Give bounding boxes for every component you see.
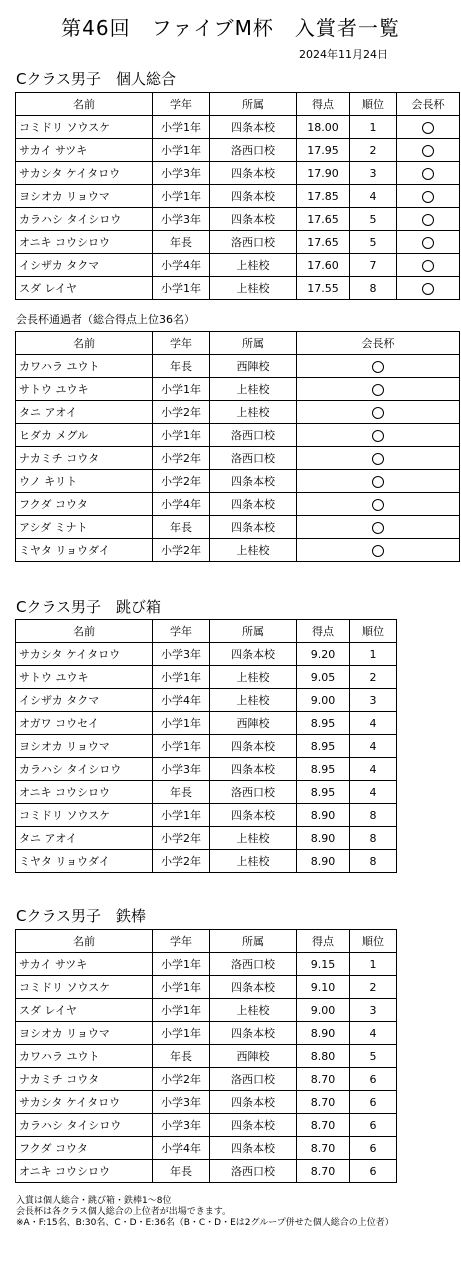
table-cell: 8.90	[297, 804, 350, 827]
circle-icon	[372, 476, 384, 488]
award-mark	[297, 355, 460, 378]
table-cell: 6	[350, 1137, 397, 1160]
table-row	[16, 539, 460, 562]
table-row	[16, 516, 460, 539]
table-cell: 四条本校	[210, 1137, 297, 1160]
table-cell: 上桂校	[210, 689, 297, 712]
column-header: 得点	[297, 620, 350, 643]
table-cell: フクダ コウタ	[16, 1137, 153, 1160]
section-title-overall: Cクラス男子 個人総合	[16, 70, 177, 88]
table-cell: オガワ コウセイ	[16, 712, 153, 735]
table-cell: 洛西口校	[210, 1068, 297, 1091]
column-header: 順位	[350, 93, 397, 116]
section-title-vault: Cクラス男子 跳び箱	[16, 598, 162, 616]
table-cell: 8.90	[297, 1022, 350, 1045]
table-cell: 4	[350, 735, 397, 758]
table-cell: 上桂校	[210, 401, 297, 424]
table-row	[16, 1045, 397, 1068]
table-cell: 17.60	[297, 254, 350, 277]
circle-icon	[372, 361, 384, 373]
table-cell: 17.55	[297, 277, 350, 300]
circle-icon	[372, 545, 384, 557]
table-cell: タニ アオイ	[16, 401, 153, 424]
award-mark	[297, 539, 460, 562]
header-row	[16, 332, 460, 355]
table-row	[16, 781, 397, 804]
table-cell: カラハシ タイシロウ	[16, 1114, 153, 1137]
table-cell: 四条本校	[210, 470, 297, 493]
table-cell: 小学3年	[153, 208, 210, 231]
table-cell: 四条本校	[210, 804, 297, 827]
table-cell: ミヤタ リョウダイ	[16, 850, 153, 873]
circle-icon	[372, 384, 384, 396]
circle-icon	[422, 237, 434, 249]
table-cell: 9.15	[297, 953, 350, 976]
table-row	[16, 116, 460, 139]
table-cell: 上桂校	[210, 850, 297, 873]
table-cell: アシダ ミナト	[16, 516, 153, 539]
table-row	[16, 185, 460, 208]
table-row	[16, 378, 460, 401]
award-mark	[297, 470, 460, 493]
table-cell: 8.95	[297, 712, 350, 735]
table-cell: 17.65	[297, 208, 350, 231]
award-mark	[297, 493, 460, 516]
table-row	[16, 208, 460, 231]
table-cell: 小学1年	[153, 277, 210, 300]
table-cell: サカイ サツキ	[16, 139, 153, 162]
table-cell: 5	[350, 231, 397, 254]
column-header: 会長杯	[297, 332, 460, 355]
table-cell: カワハラ ユウト	[16, 355, 153, 378]
table-cell: 小学4年	[153, 689, 210, 712]
table-row	[16, 1137, 397, 1160]
table-cell: 年長	[153, 231, 210, 254]
table-cell: サカイ サツキ	[16, 953, 153, 976]
table-row	[16, 1022, 397, 1045]
table-cell: 小学3年	[153, 643, 210, 666]
table-cell: 6	[350, 1068, 397, 1091]
column-header: 所属	[210, 332, 297, 355]
table-cell: 小学1年	[153, 953, 210, 976]
table-cell: 年長	[153, 1160, 210, 1183]
table-cell: 17.85	[297, 185, 350, 208]
table-cell: 四条本校	[210, 1114, 297, 1137]
table-cell: 3	[350, 162, 397, 185]
vault-table	[15, 619, 397, 873]
table-cell: 9.10	[297, 976, 350, 999]
table-row	[16, 424, 460, 447]
column-header: 学年	[153, 620, 210, 643]
footer-notes	[16, 1196, 394, 1229]
table-cell: 3	[350, 999, 397, 1022]
table-cell: 四条本校	[210, 162, 297, 185]
column-header: 順位	[350, 620, 397, 643]
table-cell: 6	[350, 1160, 397, 1183]
table-cell: 1	[350, 116, 397, 139]
award-mark	[397, 208, 460, 231]
table-cell: サトウ ユウキ	[16, 666, 153, 689]
circle-icon	[422, 214, 434, 226]
table-cell: 四条本校	[210, 185, 297, 208]
table-cell: 1	[350, 953, 397, 976]
table-cell: 小学3年	[153, 162, 210, 185]
table-cell: 上桂校	[210, 666, 297, 689]
table-row	[16, 953, 397, 976]
circle-icon	[422, 145, 434, 157]
overall-table	[15, 92, 460, 300]
table-row	[16, 355, 460, 378]
table-row	[16, 976, 397, 999]
column-header: 名前	[16, 620, 153, 643]
table-cell: 小学1年	[153, 999, 210, 1022]
event-date: 2024年11月24日	[299, 48, 388, 61]
table-cell: 洛西口校	[210, 781, 297, 804]
table-cell: 年長	[153, 781, 210, 804]
table-cell: オニキ コウシロウ	[16, 781, 153, 804]
table-cell: 8.95	[297, 758, 350, 781]
column-header: 名前	[16, 930, 153, 953]
circle-icon	[422, 191, 434, 203]
award-mark	[397, 185, 460, 208]
award-mark	[397, 116, 460, 139]
table-cell: イシザカ タクマ	[16, 254, 153, 277]
column-header: 名前	[16, 332, 153, 355]
table-row	[16, 162, 460, 185]
bar-table	[15, 929, 397, 1183]
table-cell: 8.70	[297, 1137, 350, 1160]
table-row	[16, 277, 460, 300]
table-cell: 小学2年	[153, 850, 210, 873]
table-cell: カワハラ ユウト	[16, 1045, 153, 1068]
table-cell: 5	[350, 1045, 397, 1068]
table-cell: 小学1年	[153, 804, 210, 827]
table-cell: 四条本校	[210, 516, 297, 539]
table-cell: 2	[350, 666, 397, 689]
table-cell: 8.70	[297, 1068, 350, 1091]
table-cell: 上桂校	[210, 254, 297, 277]
table-cell: 西陣校	[210, 712, 297, 735]
table-cell: 四条本校	[210, 735, 297, 758]
table-cell: サカシタ ケイタロウ	[16, 162, 153, 185]
table-cell: 西陣校	[210, 355, 297, 378]
table-cell: タニ アオイ	[16, 827, 153, 850]
table-cell: イシザカ タクマ	[16, 689, 153, 712]
table-cell: 8	[350, 827, 397, 850]
circle-icon	[372, 453, 384, 465]
table-cell: 小学3年	[153, 758, 210, 781]
table-cell: ミヤタ リョウダイ	[16, 539, 153, 562]
award-mark	[397, 231, 460, 254]
table-row	[16, 447, 460, 470]
table-row	[16, 254, 460, 277]
table-cell: 四条本校	[210, 976, 297, 999]
table-cell: 8	[350, 277, 397, 300]
circle-icon	[422, 122, 434, 134]
column-header: 得点	[297, 930, 350, 953]
circle-icon	[372, 430, 384, 442]
table-row	[16, 999, 397, 1022]
table-cell: 小学2年	[153, 1068, 210, 1091]
table-cell: コミドリ ソウスケ	[16, 804, 153, 827]
header-row	[16, 930, 397, 953]
table-cell: 年長	[153, 516, 210, 539]
table-row	[16, 666, 397, 689]
table-cell: 上桂校	[210, 827, 297, 850]
table-cell: 上桂校	[210, 277, 297, 300]
table-cell: ヒダカ メグル	[16, 424, 153, 447]
table-row	[16, 689, 397, 712]
table-cell: 17.95	[297, 139, 350, 162]
table-cell: 小学4年	[153, 493, 210, 516]
award-mark	[397, 254, 460, 277]
table-cell: フクダ コウタ	[16, 493, 153, 516]
table-cell: スダ レイヤ	[16, 999, 153, 1022]
table-cell: サカシタ ケイタロウ	[16, 1091, 153, 1114]
award-mark	[297, 378, 460, 401]
header-row	[16, 620, 397, 643]
table-cell: 5	[350, 208, 397, 231]
circle-icon	[372, 407, 384, 419]
column-header: 会長杯	[397, 93, 460, 116]
table-row	[16, 1160, 397, 1183]
table-cell: 4	[350, 781, 397, 804]
table-cell: 8.95	[297, 781, 350, 804]
table-cell: オニキ コウシロウ	[16, 231, 153, 254]
table-cell: 四条本校	[210, 1091, 297, 1114]
column-header: 学年	[153, 930, 210, 953]
table-cell: 西陣校	[210, 1045, 297, 1068]
table-cell: サカシタ ケイタロウ	[16, 643, 153, 666]
table-cell: コミドリ ソウスケ	[16, 116, 153, 139]
table-row	[16, 231, 460, 254]
table-cell: ナカミチ コウタ	[16, 447, 153, 470]
table-row	[16, 401, 460, 424]
table-cell: 小学4年	[153, 254, 210, 277]
table-cell: 9.00	[297, 999, 350, 1022]
table-cell: 洛西口校	[210, 424, 297, 447]
table-cell: 上桂校	[210, 999, 297, 1022]
award-mark	[297, 516, 460, 539]
section-title-bar: Cクラス男子 鉄棒	[16, 907, 147, 925]
table-row	[16, 804, 397, 827]
table-cell: 小学4年	[153, 1137, 210, 1160]
table-cell: ヨシオカ リョウマ	[16, 735, 153, 758]
table-cell: 小学2年	[153, 539, 210, 562]
table-cell: 18.00	[297, 116, 350, 139]
table-cell: 小学1年	[153, 139, 210, 162]
table-cell: 洛西口校	[210, 231, 297, 254]
footer-line: 入賞は個人総合・跳び箱・鉄棒1～8位	[16, 1196, 172, 1206]
table-row	[16, 758, 397, 781]
award-mark	[297, 424, 460, 447]
column-header: 所属	[210, 930, 297, 953]
table-cell: 小学1年	[153, 378, 210, 401]
table-cell: ナカミチ コウタ	[16, 1068, 153, 1091]
column-header: 得点	[297, 93, 350, 116]
table-cell: 9.20	[297, 643, 350, 666]
table-cell: 小学1年	[153, 976, 210, 999]
table-row	[16, 850, 397, 873]
table-cell: 小学1年	[153, 1022, 210, 1045]
table-cell: サトウ ユウキ	[16, 378, 153, 401]
qualifiers-table	[15, 331, 460, 562]
table-cell: 洛西口校	[210, 1160, 297, 1183]
table-cell: 上桂校	[210, 539, 297, 562]
table-cell: 4	[350, 1022, 397, 1045]
table-row	[16, 643, 397, 666]
table-cell: 年長	[153, 1045, 210, 1068]
table-cell: 上桂校	[210, 378, 297, 401]
table-cell: 8.70	[297, 1160, 350, 1183]
table-cell: 8.80	[297, 1045, 350, 1068]
award-mark	[297, 447, 460, 470]
table-cell: オニキ コウシロウ	[16, 1160, 153, 1183]
table-row	[16, 1114, 397, 1137]
table-row	[16, 493, 460, 516]
table-cell: 6	[350, 1114, 397, 1137]
table-cell: 四条本校	[210, 1022, 297, 1045]
table-cell: 小学1年	[153, 735, 210, 758]
table-cell: 小学1年	[153, 424, 210, 447]
table-row	[16, 712, 397, 735]
table-cell: 年長	[153, 355, 210, 378]
table-cell: 9.00	[297, 689, 350, 712]
award-mark	[297, 401, 460, 424]
table-row	[16, 735, 397, 758]
table-cell: 8.90	[297, 850, 350, 873]
table-cell: 小学3年	[153, 1114, 210, 1137]
column-header: 所属	[210, 93, 297, 116]
table-row	[16, 1091, 397, 1114]
column-header: 所属	[210, 620, 297, 643]
page-title: 第46回 ファイブM杯 入賞者一覧	[61, 16, 400, 40]
column-header: 順位	[350, 930, 397, 953]
table-cell: 小学2年	[153, 470, 210, 493]
table-cell: カラハシ タイシロウ	[16, 208, 153, 231]
table-cell: 小学1年	[153, 712, 210, 735]
table-cell: 小学2年	[153, 447, 210, 470]
table-cell: 2	[350, 976, 397, 999]
circle-icon	[372, 522, 384, 534]
table-cell: 8.95	[297, 735, 350, 758]
footer-line: 会長杯は各クラス個人総合の上位者が出場できます。	[16, 1207, 232, 1217]
table-cell: 17.90	[297, 162, 350, 185]
table-cell: 洛西口校	[210, 139, 297, 162]
table-cell: 洛西口校	[210, 447, 297, 470]
table-cell: カラハシ タイシロウ	[16, 758, 153, 781]
table-row	[16, 1068, 397, 1091]
table-cell: 四条本校	[210, 643, 297, 666]
table-cell: 小学2年	[153, 401, 210, 424]
table-cell: コミドリ ソウスケ	[16, 976, 153, 999]
column-header: 学年	[153, 93, 210, 116]
table-cell: 6	[350, 1091, 397, 1114]
award-mark	[397, 162, 460, 185]
table-cell: 3	[350, 689, 397, 712]
award-mark	[397, 277, 460, 300]
table-cell: 小学1年	[153, 666, 210, 689]
table-cell: 9.05	[297, 666, 350, 689]
table-row	[16, 139, 460, 162]
circle-icon	[422, 260, 434, 272]
table-cell: 8.90	[297, 827, 350, 850]
footer-line: ※A・F:15名、B:30名、C・D・E:36名（B・C・D・Eは2グループ併せた個人総合の上位者）	[16, 1218, 394, 1228]
circle-icon	[372, 499, 384, 511]
table-cell: 小学1年	[153, 185, 210, 208]
circle-icon	[422, 283, 434, 295]
circle-icon	[422, 168, 434, 180]
table-cell: 8.70	[297, 1091, 350, 1114]
table-cell: 8.70	[297, 1114, 350, 1137]
table-cell: 小学2年	[153, 827, 210, 850]
table-row	[16, 827, 397, 850]
table-cell: 8	[350, 850, 397, 873]
table-cell: ウノ キリト	[16, 470, 153, 493]
table-cell: 小学3年	[153, 1091, 210, 1114]
table-cell: 四条本校	[210, 493, 297, 516]
award-mark	[397, 139, 460, 162]
table-cell: 四条本校	[210, 116, 297, 139]
header-row	[16, 93, 460, 116]
qualifiers-note: 会長杯通過者（総合得点上位36名）	[16, 313, 195, 326]
table-cell: 1	[350, 643, 397, 666]
table-cell: 4	[350, 758, 397, 781]
table-cell: 四条本校	[210, 208, 297, 231]
table-cell: 四条本校	[210, 758, 297, 781]
column-header: 名前	[16, 93, 153, 116]
table-cell: 17.65	[297, 231, 350, 254]
table-cell: 小学1年	[153, 116, 210, 139]
table-cell: ヨシオカ リョウマ	[16, 1022, 153, 1045]
table-cell: ヨシオカ リョウマ	[16, 185, 153, 208]
column-header: 学年	[153, 332, 210, 355]
table-cell: 8	[350, 804, 397, 827]
table-cell: 7	[350, 254, 397, 277]
table-row	[16, 470, 460, 493]
table-cell: スダ レイヤ	[16, 277, 153, 300]
table-cell: 4	[350, 712, 397, 735]
table-cell: 4	[350, 185, 397, 208]
table-cell: 洛西口校	[210, 953, 297, 976]
table-cell: 2	[350, 139, 397, 162]
